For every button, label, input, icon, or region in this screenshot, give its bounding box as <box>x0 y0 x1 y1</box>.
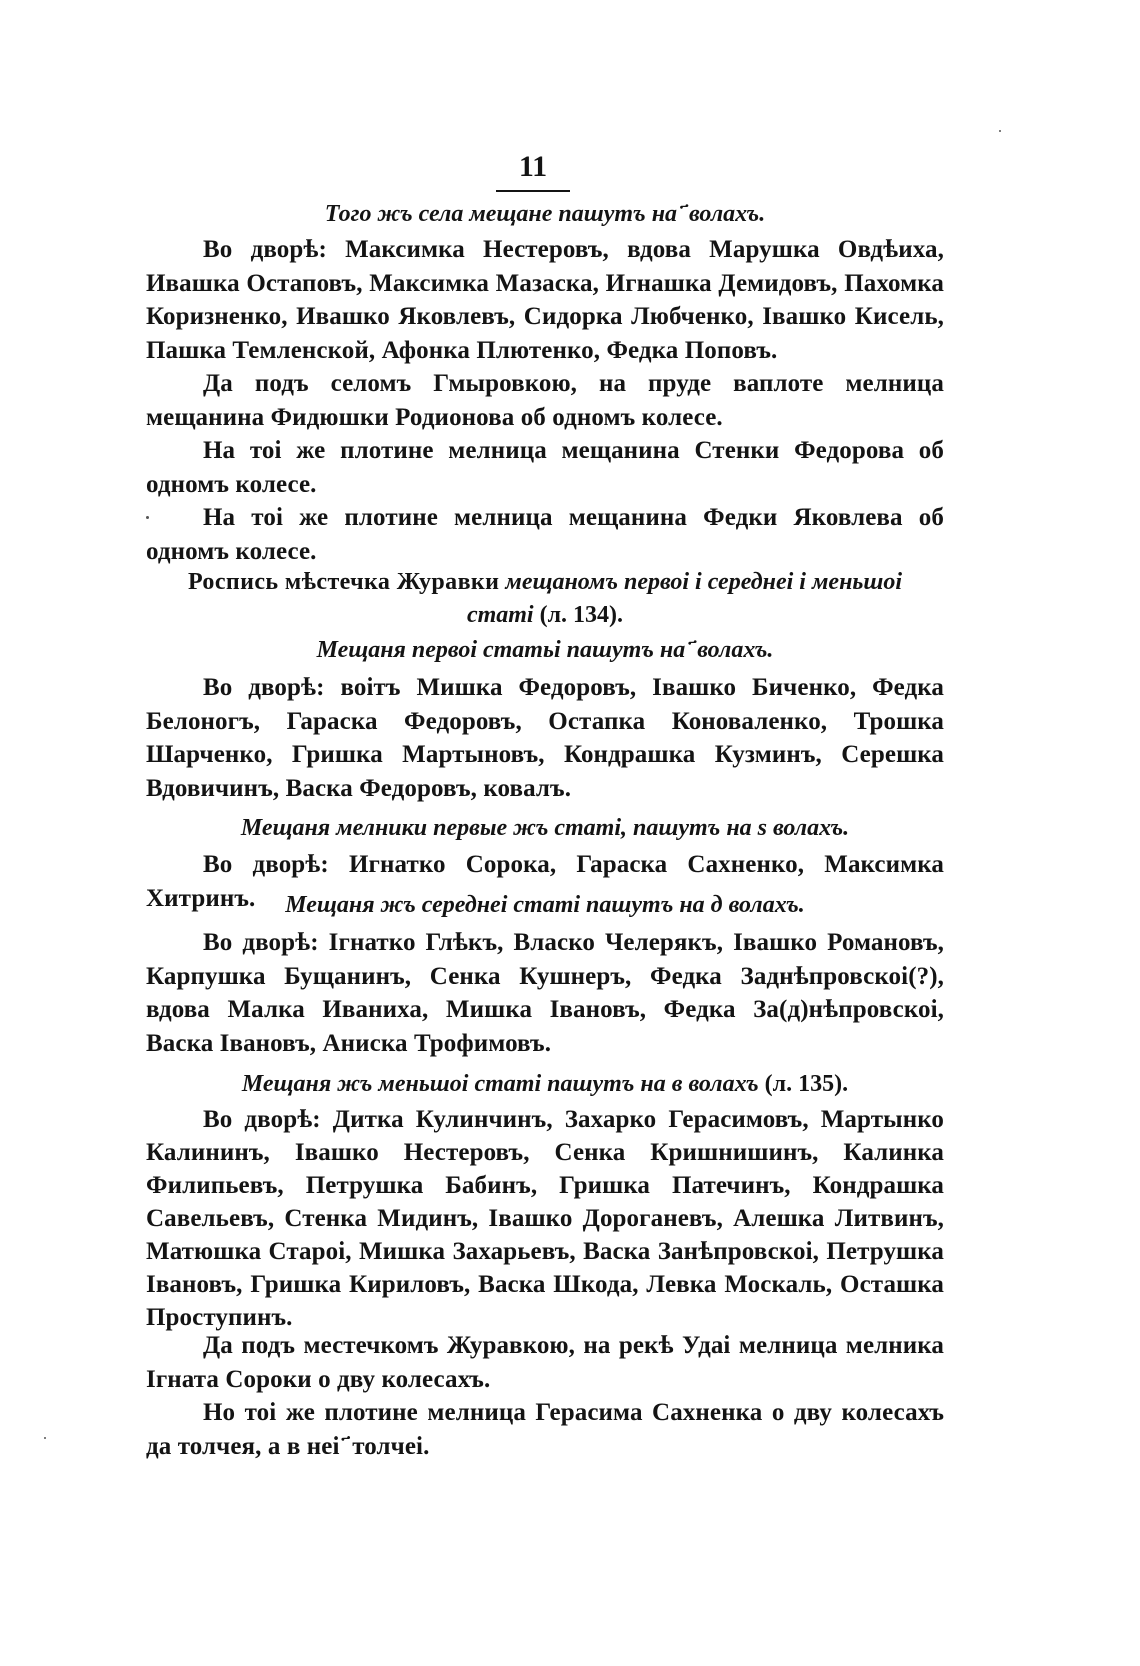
group-text-middle: Во дворѣ: Ігнатко Глѣкъ, Власко Челерякъ, Івашко Романовъ, Карпушка Бущанинъ, Сенка Кушнеръ, Федка Заднѣпровскоі(?), вдова Малка Иваниха, Мишка Івановъ, Федка За(д)нѣпровскоі, Васка Івановъ, Аниска Трофимовъ. <box>146 929 944 1057</box>
paragraph-mill-2: На тоі же плотине мелница мещанина Стенки Федорова об одномъ колесе. <box>146 437 944 498</box>
paragraph-household-list: Во дворѣ: Максимка Нестеровъ, вдова Марушка Овдѣиха, Ивашка Остаповъ, Максимка Мазаска, Игнашка Демидовъ, Пахомка Коризненко, Ивашко Яковлевъ, Сидорка Любченко, Івашко Кисель, Пашка Темленской, Афонка Плютенко, Федка Поповъ. <box>146 236 944 364</box>
rospis-italic-1: мещаномъ первоі і середнеі і меньшоі <box>505 569 903 595</box>
group-body-middle <box>146 926 944 1060</box>
page-number: 11 <box>496 150 570 192</box>
group-heading-middle: Мещаня жъ середнеі стаmі пашутъ на д волахъ. <box>285 892 805 918</box>
rospis-ref: (л. 134). <box>539 602 624 628</box>
closing-paragraph-1: Да подъ местечкомъ Журавкою, на рекѣ Удаі мелница мелника Ігната Сороки о дву колесахъ. <box>146 1332 944 1393</box>
closing-paragraph-2: Но тоі же плотине мелница Герасима Сахненка о дву колесахъ да толчея, а в неі ҃ толчеі. <box>146 1399 944 1460</box>
rospis-title <box>146 566 944 632</box>
rospis-title-line-2 <box>146 599 944 632</box>
group-text-lesser: Во дворѣ: Дитка Кулинчинъ, Захарко Герасимовъ, Мартынко Калининъ, Івашко Нестеровъ, Сенка Кришнишинъ, Калинка Филипьевъ, Петрушка Бабинъ, Гришка Патечинъ, Кондрашка Савельевъ, Стенка Мидинъ, Івашко Дороганевъ, Алешка Литвинъ, Матюшка Староі, Мишка Захарьевъ, Васка Занѣпровскоі, Петрушка Івановъ, Гришка Кириловъ, Васка Шкода, Левка Москаль, Осташка Проступинъ. <box>146 1106 944 1331</box>
paragraph-mill-1: Да подъ селомъ Гмыровкою, на пруде ваплоте мелница мещанина Фидюшки Родионова об одномъ колесе. <box>146 370 944 431</box>
closing-body <box>146 1329 944 1463</box>
rospis-lead: Роспись мѣстечка Журавки <box>187 569 500 595</box>
group-heading-lesser-ref: (л. 135). <box>764 1071 849 1097</box>
scan-speck <box>44 1437 46 1439</box>
group-text-millers: Во дворѣ: Игнатко Сорока, Гараска Сахненко, Максимка Хитринъ. <box>146 851 944 912</box>
rospis-italic-2: стаmі <box>466 602 534 628</box>
group-body-lesser <box>146 1103 944 1334</box>
section-body <box>146 233 944 568</box>
scan-speck <box>146 516 149 519</box>
section-heading: Того жъ села мещане пашутъ на ҃ волахъ. <box>324 201 766 227</box>
group-heading-lesser-text: Мещаня жъ меньшоі стаmі пашутъ на в волахъ <box>241 1071 759 1097</box>
group-heading-first: Мещаня первоі сmатьі пашутъ на ҃ волахъ. <box>316 637 774 663</box>
paragraph-mill-3: На тоі же плотине мелница мещанина Федки Яковлева об одномъ колесе. <box>146 504 944 565</box>
group-heading-lesser <box>146 1068 944 1100</box>
group-body-first <box>146 671 944 805</box>
group-heading-millers: Мещаня мелники первые жъ стаmі, пашутъ на s волахъ. <box>240 815 850 841</box>
group-text-first: Во дворѣ: воітъ Мишка Федоровъ, Івашко Биченко, Федка Белоногъ, Гараска Федоровъ, Остапка Коноваленко, Трошка Шарченко, Гришка Мартыновъ, Кондрашка Кузминъ, Серешка Вдовичинъ, Васка Федоровъ, ковалъ. <box>146 674 944 802</box>
rospis-title-line-1 <box>146 566 944 599</box>
scan-speck <box>999 130 1001 132</box>
